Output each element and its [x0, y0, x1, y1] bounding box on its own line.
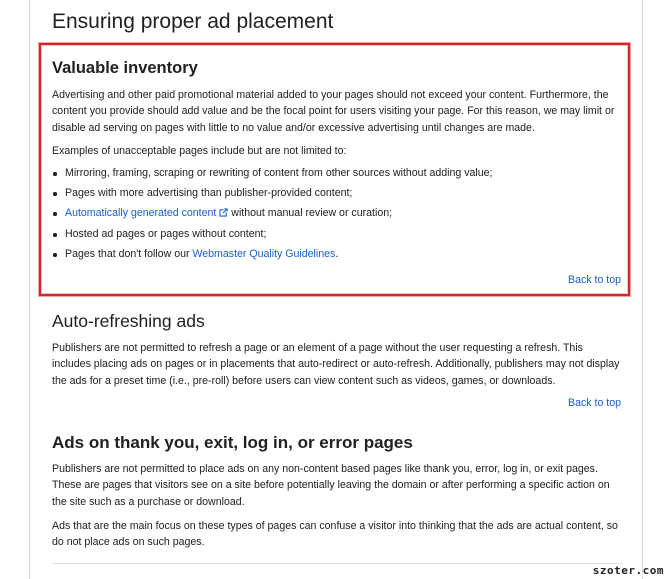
section-heading-valuable-inventory: Valuable inventory: [52, 59, 198, 77]
external-link-icon: [219, 208, 228, 221]
back-to-top-link[interactable]: Back to top: [568, 274, 621, 286]
section-auto-refreshing-ads: [52, 311, 622, 389]
list-item-text: Pages with more advertising than publisher-provided content;: [65, 187, 353, 200]
section-heading-thank-you-pages: Ads on thank you, exit, log in, or error pages: [52, 433, 413, 452]
list-item: [52, 187, 622, 200]
examples-intro: Examples of unacceptable pages include but are not limited to:: [52, 144, 347, 157]
list-item-text: Mirroring, framing, scraping or rewriting of content from other sources without adding value;: [65, 167, 493, 180]
page-title: Ensuring proper ad placement: [52, 10, 334, 33]
list-item: [52, 207, 622, 221]
list-item-text: Hosted ad pages or pages without content;: [65, 228, 267, 241]
auto-refreshing-paragraph: Publishers are not permitted to refresh a page or an element of a page without the user requesting a refresh. This includes placing ads on pages or in placements that auto-redirect or auto-refresh. Additionally, publishers may not display the ads for a preset time (i.e., pre-roll) before users can view content such as videos, games, or downloads.: [52, 342, 620, 387]
list-item: [52, 167, 622, 180]
thank-you-paragraph-2: Ads that are the main focus on these types of pages can confuse a visitor into thinking that the ads are actual content, so do not place ads on such pages.: [52, 519, 618, 549]
list-item-text: Pages that don't follow our: [65, 248, 193, 261]
unacceptable-pages-list: [52, 167, 622, 261]
list-item-text-end: .: [335, 248, 339, 261]
list-item-text: without manual review or curation;: [228, 207, 393, 220]
list-item: [52, 228, 622, 241]
policy-page: [29, 0, 643, 579]
list-item: [52, 248, 622, 261]
section-thank-you-pages: [52, 433, 622, 550]
back-to-top-link[interactable]: Back to top: [568, 397, 621, 409]
valuable-inventory-paragraph: Advertising and other paid promotional material added to your pages should not exceed your content. Furthermore, the content you provide should add value and be the focal point for users visiting your page. For this reason, we may limit or disable ad serving on pages with little to no value and/or excessive advertising until changes are made.: [52, 89, 615, 134]
auto-generated-content-link[interactable]: Automatically generated content: [65, 207, 217, 220]
webmaster-guidelines-link[interactable]: Webmaster Quality Guidelines: [192, 248, 336, 261]
watermark: szoter.com: [592, 564, 664, 577]
thank-you-paragraph-1: Publishers are not permitted to place ads on any non-content based pages like thank you, error, log in, or exit pages. These are pages that visitors see on a site before potentially leaving the domain or after performing a specific action on the site such as a purchase or download.: [52, 463, 610, 508]
section-valuable-inventory: [52, 59, 622, 268]
section-heading-auto-refreshing: Auto-refreshing ads: [52, 311, 205, 331]
section-divider: [52, 563, 622, 564]
